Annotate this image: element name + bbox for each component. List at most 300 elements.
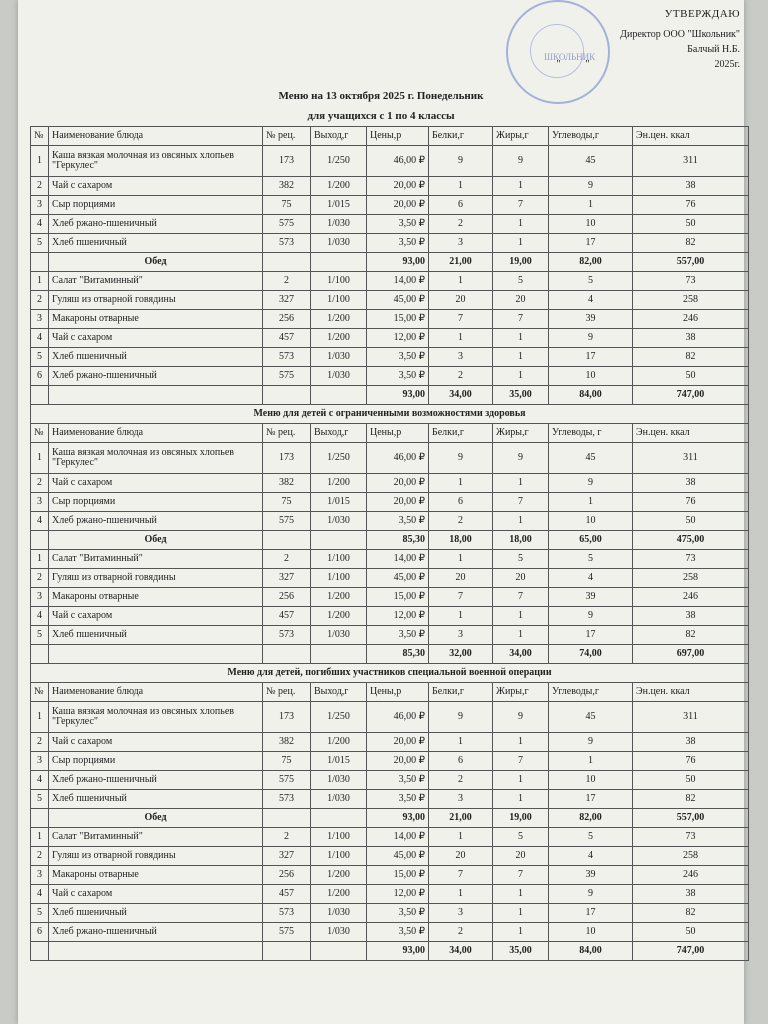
table-cell: 38 (633, 607, 749, 626)
dish-name: Хлеб ржано-пшеничный (49, 923, 263, 942)
table-cell: 1 (429, 550, 493, 569)
total-row (31, 386, 749, 405)
table-cell: 1 (31, 272, 49, 291)
table-cell: 3 (429, 234, 493, 253)
table-cell (31, 942, 49, 961)
table-cell: 73 (633, 828, 749, 847)
table-cell: 7 (429, 310, 493, 329)
table-row (31, 904, 749, 923)
table-cell: 50 (633, 923, 749, 942)
page-title: Меню на 13 октября 2025 г. Понедельник (278, 90, 484, 102)
column-header: Белки,г (429, 424, 493, 443)
table-cell: 12,00 ₽ (367, 607, 429, 626)
table-header-row (31, 127, 749, 146)
total-value: 93,00 (367, 942, 429, 961)
table-cell: 3,50 ₽ (367, 923, 429, 942)
column-header: № рец. (263, 683, 311, 702)
table-cell (311, 809, 367, 828)
table-cell: 20,00 ₽ (367, 493, 429, 512)
total-row (31, 531, 749, 550)
table-cell: 1 (549, 196, 633, 215)
menu-table-body (31, 127, 749, 961)
table-cell: 9 (549, 329, 633, 348)
dish-name: Макароны отварные (49, 588, 263, 607)
table-cell: 38 (633, 329, 749, 348)
table-cell: 2 (31, 847, 49, 866)
table-cell: 9 (549, 885, 633, 904)
column-header: Жиры,г (493, 424, 549, 443)
dish-name: Сыр порциями (49, 752, 263, 771)
table-cell: 5 (31, 790, 49, 809)
table-cell: 3,50 ₽ (367, 512, 429, 531)
menu-sheet (18, 0, 744, 1024)
total-value: 18,00 (429, 531, 493, 550)
column-header: № рец. (263, 424, 311, 443)
table-cell (49, 386, 263, 405)
table-row (31, 866, 749, 885)
table-cell: 38 (633, 177, 749, 196)
table-cell: 20 (429, 569, 493, 588)
table-cell: 9 (493, 146, 549, 177)
table-cell: 3 (31, 588, 49, 607)
table-cell: 45,00 ₽ (367, 847, 429, 866)
total-value: 93,00 (367, 809, 429, 828)
dish-name: Салат "Витаминный" (49, 828, 263, 847)
table-cell: 14,00 ₽ (367, 550, 429, 569)
table-cell: 573 (263, 348, 311, 367)
table-cell: 1/100 (311, 291, 367, 310)
total-row (31, 942, 749, 961)
table-cell (311, 253, 367, 272)
table-cell: 457 (263, 885, 311, 904)
table-row (31, 702, 749, 733)
table-cell: 2 (31, 733, 49, 752)
table-cell: 17 (549, 234, 633, 253)
table-cell: 20 (493, 291, 549, 310)
table-cell: 82 (633, 234, 749, 253)
table-cell (263, 386, 311, 405)
table-cell: 4 (31, 771, 49, 790)
table-cell: 20 (493, 847, 549, 866)
table-cell: 1/100 (311, 550, 367, 569)
table-cell: 10 (549, 771, 633, 790)
total-value: 557,00 (633, 253, 749, 272)
table-cell: 1/030 (311, 904, 367, 923)
table-cell: 10 (549, 367, 633, 386)
table-cell: 1/200 (311, 474, 367, 493)
table-cell: 7 (493, 310, 549, 329)
column-header: № (31, 424, 49, 443)
dish-name: Каша вязкая молочная из овсяных хлопьев "Геркулес" (49, 702, 263, 733)
table-cell: 3 (31, 752, 49, 771)
table-cell: 3 (31, 493, 49, 512)
table-cell: 2 (429, 367, 493, 386)
table-cell: 45 (549, 146, 633, 177)
total-value: 21,00 (429, 253, 493, 272)
table-cell: 4 (31, 512, 49, 531)
dish-name: Каша вязкая молочная из овсяных хлопьев "Геркулес" (49, 146, 263, 177)
table-cell: 20,00 ₽ (367, 733, 429, 752)
table-cell: 1 (429, 474, 493, 493)
total-value: 74,00 (549, 645, 633, 664)
dish-name: Гуляш из отварной говядины (49, 291, 263, 310)
table-cell: 45,00 ₽ (367, 291, 429, 310)
table-cell: 3 (429, 790, 493, 809)
dish-name: Макароны отварные (49, 310, 263, 329)
table-cell: 1/030 (311, 215, 367, 234)
table-header-row (31, 683, 749, 702)
table-cell (31, 253, 49, 272)
table-cell: 1/250 (311, 443, 367, 474)
table-cell: 46,00 ₽ (367, 702, 429, 733)
table-cell: 6 (429, 493, 493, 512)
total-value: 65,00 (549, 531, 633, 550)
table-cell: 1/030 (311, 790, 367, 809)
table-cell: 38 (633, 733, 749, 752)
table-cell: 311 (633, 146, 749, 177)
table-row (31, 291, 749, 310)
total-value: 34,00 (493, 645, 549, 664)
dish-name: Сыр порциями (49, 196, 263, 215)
table-row (31, 733, 749, 752)
dish-name: Хлеб ржано-пшеничный (49, 771, 263, 790)
table-cell: 1 (493, 234, 549, 253)
column-header: № (31, 127, 49, 146)
table-cell: 14,00 ₽ (367, 272, 429, 291)
table-row (31, 588, 749, 607)
table-cell: 50 (633, 512, 749, 531)
column-header: № рец. (263, 127, 311, 146)
table-cell: 3 (429, 904, 493, 923)
column-header: Эн.цен. ккал (633, 127, 749, 146)
table-cell: 1 (429, 733, 493, 752)
table-cell: 1 (429, 177, 493, 196)
column-header: Углеводы, г (549, 424, 633, 443)
table-cell: 38 (633, 885, 749, 904)
table-cell: 6 (31, 923, 49, 942)
table-cell: 1 (493, 474, 549, 493)
lunch-label: Обед (49, 531, 263, 550)
table-row (31, 885, 749, 904)
date-quote-close: " (585, 59, 590, 70)
table-cell: 39 (549, 310, 633, 329)
table-row (31, 146, 749, 177)
table-cell: 173 (263, 702, 311, 733)
table-cell: 3,50 ₽ (367, 348, 429, 367)
table-cell: 75 (263, 493, 311, 512)
table-cell: 2 (31, 291, 49, 310)
table-cell: 311 (633, 702, 749, 733)
total-value: 747,00 (633, 386, 749, 405)
approved-label: УТВЕРЖДАЮ (664, 8, 740, 20)
table-cell: 75 (263, 752, 311, 771)
table-cell: 382 (263, 474, 311, 493)
table-cell: 5 (31, 626, 49, 645)
table-cell (31, 386, 49, 405)
table-cell: 15,00 ₽ (367, 588, 429, 607)
table-cell: 20,00 ₽ (367, 752, 429, 771)
column-header: Белки,г (429, 683, 493, 702)
table-cell: 2 (263, 550, 311, 569)
table-cell: 20,00 ₽ (367, 474, 429, 493)
table-cell: 7 (493, 196, 549, 215)
table-cell: 573 (263, 626, 311, 645)
table-cell: 9 (429, 702, 493, 733)
approval-block (490, 8, 740, 70)
table-cell (311, 645, 367, 664)
table-cell (311, 942, 367, 961)
table-cell: 457 (263, 607, 311, 626)
total-value: 21,00 (429, 809, 493, 828)
table-cell: 1/030 (311, 367, 367, 386)
table-cell: 1/200 (311, 733, 367, 752)
table-cell: 20,00 ₽ (367, 196, 429, 215)
table-cell: 4 (31, 329, 49, 348)
table-cell: 9 (429, 443, 493, 474)
section-title: Меню для детей с ограниченными возможностями здоровья (31, 405, 749, 424)
table-cell: 1 (31, 550, 49, 569)
table-row (31, 512, 749, 531)
table-cell: 3,50 ₽ (367, 367, 429, 386)
total-value: 557,00 (633, 809, 749, 828)
total-value: 93,00 (367, 386, 429, 405)
table-cell: 311 (633, 443, 749, 474)
table-cell: 3 (31, 310, 49, 329)
table-cell: 5 (493, 272, 549, 291)
table-cell: 1/030 (311, 348, 367, 367)
table-cell: 7 (429, 588, 493, 607)
table-cell: 20 (429, 847, 493, 866)
director-line: Директор ООО "Школьник" (620, 29, 740, 40)
table-cell: 17 (549, 626, 633, 645)
table-cell: 9 (549, 733, 633, 752)
total-value: 475,00 (633, 531, 749, 550)
table-row (31, 790, 749, 809)
table-cell: 1 (493, 626, 549, 645)
table-cell: 258 (633, 291, 749, 310)
column-header: Выход,г (311, 683, 367, 702)
table-cell: 573 (263, 790, 311, 809)
total-value: 32,00 (429, 645, 493, 664)
table-cell: 6 (429, 752, 493, 771)
column-header: Цены,р (367, 683, 429, 702)
dish-name: Чай с сахаром (49, 474, 263, 493)
column-header: Белки,г (429, 127, 493, 146)
table-cell: 327 (263, 847, 311, 866)
table-cell: 575 (263, 215, 311, 234)
table-cell: 5 (549, 828, 633, 847)
table-cell: 1 (31, 702, 49, 733)
total-value: 18,00 (493, 531, 549, 550)
table-row (31, 493, 749, 512)
table-cell: 3 (429, 626, 493, 645)
section-title-row (31, 664, 749, 683)
table-header-row (31, 424, 749, 443)
total-value: 747,00 (633, 942, 749, 961)
table-cell (31, 809, 49, 828)
dish-name: Салат "Витаминный" (49, 272, 263, 291)
page-subtitle: для учащихся с 1 по 4 классы (307, 110, 455, 122)
table-cell: 575 (263, 512, 311, 531)
table-cell: 457 (263, 329, 311, 348)
table-cell: 3 (31, 866, 49, 885)
dish-name: Чай с сахаром (49, 733, 263, 752)
table-cell: 1 (493, 512, 549, 531)
table-cell: 1 (429, 329, 493, 348)
table-cell: 9 (549, 607, 633, 626)
dish-name: Гуляш из отварной говядины (49, 847, 263, 866)
table-cell (31, 531, 49, 550)
table-cell: 258 (633, 847, 749, 866)
table-row (31, 272, 749, 291)
column-header: Углеводы,г (549, 683, 633, 702)
total-value: 84,00 (549, 942, 633, 961)
total-value: 84,00 (549, 386, 633, 405)
table-cell (31, 645, 49, 664)
table-cell: 2 (263, 828, 311, 847)
table-cell: 15,00 ₽ (367, 310, 429, 329)
table-cell: 382 (263, 733, 311, 752)
table-cell: 1 (493, 885, 549, 904)
table-cell: 4 (549, 569, 633, 588)
table-cell: 2 (429, 771, 493, 790)
table-cell: 6 (429, 196, 493, 215)
table-row (31, 474, 749, 493)
table-cell: 575 (263, 923, 311, 942)
table-cell: 1 (493, 329, 549, 348)
table-cell: 1/250 (311, 702, 367, 733)
total-value: 82,00 (549, 809, 633, 828)
table-cell (49, 942, 263, 961)
table-cell: 9 (493, 443, 549, 474)
table-cell: 1 (493, 790, 549, 809)
table-cell: 173 (263, 443, 311, 474)
table-cell: 258 (633, 569, 749, 588)
table-cell: 12,00 ₽ (367, 885, 429, 904)
table-cell: 1/030 (311, 512, 367, 531)
table-cell: 9 (493, 702, 549, 733)
table-row (31, 177, 749, 196)
table-cell: 1 (493, 607, 549, 626)
table-cell: 1 (493, 367, 549, 386)
table-cell: 39 (549, 588, 633, 607)
table-cell: 82 (633, 904, 749, 923)
table-cell: 73 (633, 550, 749, 569)
table-cell: 1 (429, 607, 493, 626)
dish-name: Хлеб пшеничный (49, 904, 263, 923)
total-value: 93,00 (367, 253, 429, 272)
dish-name: Хлеб ржано-пшеничный (49, 215, 263, 234)
table-cell: 75 (263, 196, 311, 215)
table-cell (263, 942, 311, 961)
total-value: 697,00 (633, 645, 749, 664)
table-cell: 1 (429, 828, 493, 847)
table-row (31, 626, 749, 645)
column-header: Выход,г (311, 127, 367, 146)
stamp-text: ШКОЛЬНИК (544, 52, 596, 62)
year-line: 2025г. (714, 59, 740, 70)
table-cell: 256 (263, 866, 311, 885)
total-value: 19,00 (493, 253, 549, 272)
table-cell: 6 (31, 367, 49, 386)
table-cell: 45,00 ₽ (367, 569, 429, 588)
table-cell: 1 (549, 493, 633, 512)
dish-name: Сыр порциями (49, 493, 263, 512)
table-cell: 4 (549, 847, 633, 866)
table-row (31, 329, 749, 348)
table-cell: 575 (263, 771, 311, 790)
table-cell: 10 (549, 215, 633, 234)
table-cell: 1 (429, 885, 493, 904)
table-cell: 3,50 ₽ (367, 790, 429, 809)
table-row (31, 310, 749, 329)
table-cell: 17 (549, 348, 633, 367)
table-cell: 3,50 ₽ (367, 215, 429, 234)
table-cell (49, 645, 263, 664)
table-cell: 573 (263, 904, 311, 923)
dish-name: Чай с сахаром (49, 177, 263, 196)
table-cell: 45 (549, 443, 633, 474)
table-row (31, 443, 749, 474)
table-cell: 10 (549, 923, 633, 942)
table-cell: 1/015 (311, 752, 367, 771)
table-cell (311, 531, 367, 550)
table-cell: 1 (493, 348, 549, 367)
table-cell: 1 (31, 828, 49, 847)
table-cell: 46,00 ₽ (367, 443, 429, 474)
table-cell: 1 (493, 771, 549, 790)
dish-name: Хлеб ржано-пшеничный (49, 367, 263, 386)
table-cell: 5 (493, 550, 549, 569)
section-title: Меню для детей, погибших участников специальной военной операции (31, 664, 749, 683)
date-quote-open: " (556, 59, 561, 70)
table-cell: 9 (549, 474, 633, 493)
lunch-label: Обед (49, 809, 263, 828)
column-header: Цены,р (367, 424, 429, 443)
table-cell: 573 (263, 234, 311, 253)
table-row (31, 348, 749, 367)
table-cell: 1 (493, 733, 549, 752)
table-cell: 20 (429, 291, 493, 310)
table-cell: 50 (633, 215, 749, 234)
column-header: № (31, 683, 49, 702)
table-cell: 3,50 ₽ (367, 626, 429, 645)
table-cell: 1/200 (311, 588, 367, 607)
total-value: 19,00 (493, 809, 549, 828)
table-cell: 7 (429, 866, 493, 885)
table-cell: 17 (549, 904, 633, 923)
table-cell (263, 645, 311, 664)
table-cell: 1/030 (311, 234, 367, 253)
table-cell: 382 (263, 177, 311, 196)
table-cell: 4 (31, 607, 49, 626)
column-header: Выход,г (311, 424, 367, 443)
table-cell: 5 (31, 904, 49, 923)
table-cell: 73 (633, 272, 749, 291)
column-header: Наименование блюда (49, 683, 263, 702)
total-value: 34,00 (429, 386, 493, 405)
table-cell: 1/200 (311, 866, 367, 885)
table-cell: 76 (633, 493, 749, 512)
dish-name: Чай с сахаром (49, 885, 263, 904)
table-cell: 2 (31, 474, 49, 493)
table-cell: 1/015 (311, 493, 367, 512)
table-cell (263, 531, 311, 550)
table-cell: 39 (549, 866, 633, 885)
menu-table (30, 126, 749, 961)
column-header: Жиры,г (493, 683, 549, 702)
table-cell: 82 (633, 348, 749, 367)
